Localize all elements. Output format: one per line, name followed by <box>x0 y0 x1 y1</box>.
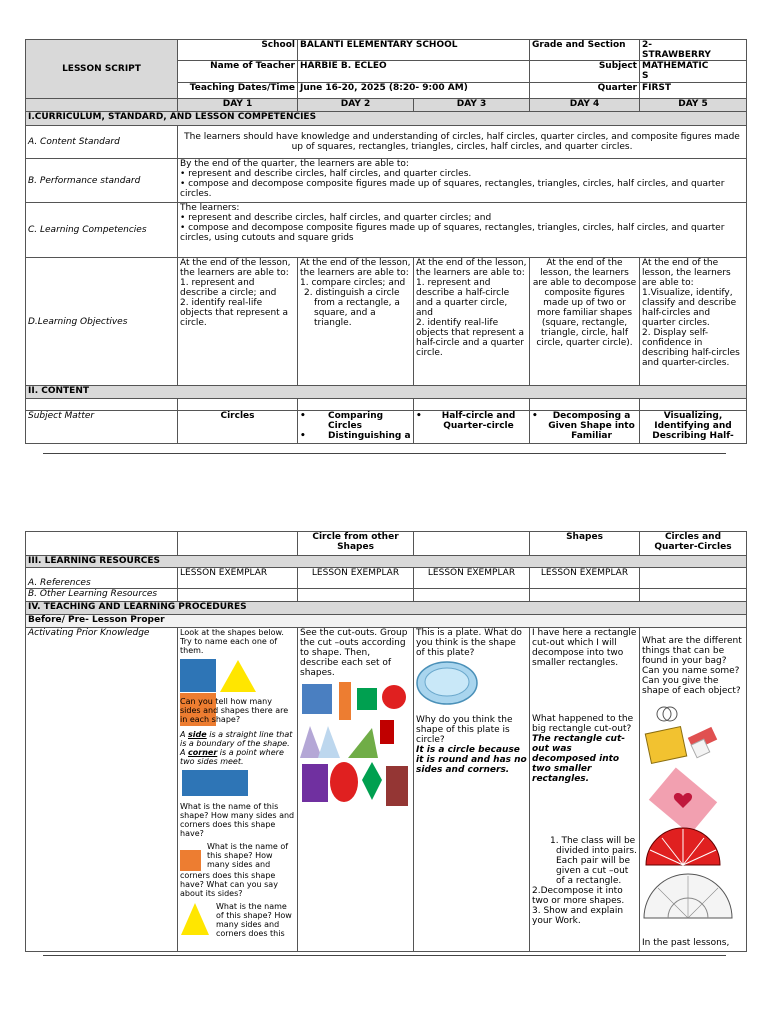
subject-matter-day-5: Visualizing, Identifying and Describing Half- <box>640 411 747 444</box>
dates-value: June 16-20, 2025 (8:20- 9:00 AM) <box>298 83 530 99</box>
lesson-script-title: LESSON SCRIPT <box>26 40 178 99</box>
page-1-footer-rule <box>43 453 726 454</box>
blue-square-icon <box>180 659 216 692</box>
performance-standard-label: B. Performance standard <box>26 159 178 203</box>
objectives-day-4: At the end of the lesson, the learners are able to decompose composite figures made up of two or more familiar shapes (square, rectangle, triangle, circle, half circle, quarter circle). <box>530 258 640 386</box>
before-lesson-label: Before/ Pre- Lesson Proper <box>26 615 747 628</box>
subject-matter-day-4-text: Decomposing a Given Shape into Familiar <box>548 411 635 441</box>
teacher-value: HARBIE B. ECLEO <box>298 61 530 83</box>
day-4-step-2: 2.Decompose it into two or more shapes. <box>532 886 625 906</box>
bag-items-image <box>642 700 742 935</box>
subject-matter-day-4 <box>530 411 640 444</box>
activating-day-2 <box>298 628 414 952</box>
teacher-label: Name of Teacher <box>178 61 298 83</box>
objectives-day-2 <box>298 258 414 386</box>
activating-day-5 <box>640 628 747 952</box>
orange-small-square-icon <box>180 850 201 871</box>
content-standard-text: The learners should have knowledge and understanding of circles, half circles, quarter circles, and composite figures made up of squares, rectangles, triangles, circles, half circles, and quarter circles. <box>178 126 747 159</box>
performance-intro: By the end of the quarter, the learners are able to: <box>180 159 409 169</box>
day-1-instruction: Look at the shapes below. Try to name each one of them. <box>180 628 284 655</box>
notebook-icon <box>645 707 686 763</box>
day-1-header: DAY 1 <box>178 99 298 112</box>
blue-rectangle-icon <box>182 770 295 798</box>
day-2-header: DAY 2 <box>298 99 414 112</box>
content-standard-label: A. Content Standard <box>26 126 178 159</box>
day-1-rectangle-question: What is the name of this shape? How many sides and corners does this shape have? <box>180 802 295 838</box>
page-2-footer-rule <box>43 955 726 956</box>
yellow-triangle-icon <box>219 659 257 693</box>
subject-label: Subject <box>530 61 640 83</box>
activating-day-3 <box>414 628 530 952</box>
section-4-title: IV. TEACHING AND LEARNING PROCEDURES <box>26 602 747 615</box>
grade-value: 2- STRAWBERRY <box>640 40 747 61</box>
day-3-header: DAY 3 <box>414 99 530 112</box>
objectives-day-2-item: 2. distinguish a circle from a rectangle, a square, and a triangle. <box>304 288 400 328</box>
corner-term: corner <box>188 748 218 757</box>
references-label: A. References <box>26 568 178 589</box>
day-4-intro: I have here a rectangle cut-out which I will decompose into two smaller rectangles. <box>532 628 637 668</box>
learning-competencies-label: C. Learning Competencies <box>26 203 178 258</box>
day-1-shapes-row <box>180 659 295 695</box>
plate-icon <box>416 660 478 706</box>
grade-label: Grade and Section <box>530 40 640 61</box>
objectives-day-5: At the end of the lesson, the learners are able to: 1.Visualize, identify, classify and describe half-circles and quarter circles. 2. Display self-confidence in describing half-circles and quarter-circles. <box>640 258 747 386</box>
quarter-value: FIRST <box>640 83 747 99</box>
objectives-day-2-intro: At the end of the lesson, the learners are able to: <box>300 258 411 278</box>
section-1-title: I.CURRICULUM, STANDARD, AND LESSON COMPETENCIES <box>26 112 747 126</box>
subject-matter-day-5-cont: Circles and Quarter-Circles <box>640 532 747 556</box>
dates-label: Teaching Dates/Time <box>178 83 298 99</box>
competencies-intro: The learners: <box>180 203 240 213</box>
performance-standard-text <box>178 159 747 203</box>
subject-matter-label: Subject Matter <box>26 411 178 444</box>
performance-bullet: • represent and describe circles, half circles, and quarter circles. <box>180 169 472 179</box>
page-1 <box>25 39 746 444</box>
lesson-plan-table-bottom <box>25 531 747 952</box>
objectives-day-3: At the end of the lesson, the learners are able to: 1. represent and describe a half-circle and a quarter circle, and 2. identify real-life objects that represent a half-circle and a quarter circle. <box>414 258 530 386</box>
day-1-square-question: What is the name of this shape? How many sides and <box>180 842 295 871</box>
competencies-bullet: • represent and describe circles, half circles, and quarter circles; and <box>180 213 492 223</box>
school-label: School <box>178 40 298 61</box>
section-3-title: III. LEARNING RESOURCES <box>26 556 747 568</box>
day-4-question: What happened to the big rectangle cut-out? <box>532 714 634 734</box>
day-4-step-3: 3. Show and explain your Work. <box>532 906 624 926</box>
side-term: side <box>188 730 207 739</box>
school-value: BALANTI ELEMENTARY SCHOOL <box>298 40 530 61</box>
day-5-question: What are the different things that can be found in your bag? Can you name some? Can you give the shape of each object? <box>642 636 742 696</box>
performance-bullet: • compose and decompose composite figures made up of squares, rectangles, triangles, circles, half circles, and quarter circles. <box>180 179 725 199</box>
other-resources-label: B. Other Learning Resources <box>26 589 178 602</box>
learning-objectives-label: D.Learning Objectives <box>26 258 178 386</box>
day-1-triangle-question: What is the name of this shape? How many sides and corners does this <box>180 902 295 938</box>
day-5-header: DAY 5 <box>640 99 747 112</box>
eraser-icon <box>688 727 717 758</box>
competencies-bullet: • compose and decompose composite figures made up of squares, rectangles, triangles, circles, half circles, and quarter circles, using cutouts and square grids <box>180 223 725 243</box>
activating-day-4 <box>530 628 640 952</box>
page-2 <box>25 531 746 952</box>
objectives-day-2-item: 1. compare circles; and <box>300 278 406 288</box>
subject-value: MATHEMATIC S <box>640 61 747 83</box>
day-4-spacer <box>532 668 637 714</box>
learning-competencies-text <box>178 203 747 258</box>
day-4-answer: The rectangle cut-out was decomposed into two smaller rectangles. <box>532 734 625 784</box>
references-day-4: LESSON EXEMPLAR <box>530 568 640 589</box>
quarter-label: Quarter <box>530 83 640 99</box>
protractor-icon <box>644 874 732 918</box>
subject-matter-day-3 <box>414 411 530 444</box>
day-3-answer: It is a circle because it is round and has no sides and corners. <box>416 745 527 775</box>
activating-day-1: Look at the shapes below. Try to name each one of them. Can you tell how many sides and shapes there are in each shape? A side is a straight line that is a boundary of the shape. A corner is a point where two sides meet. What is the name of this shape? How many sides and corners does this shape have? What is the name of this shape? How many sides and corners does this shape have? What can you say about its sides? What is the name of this shape? How many sides and corners does this <box>178 628 298 952</box>
objectives-day-1: At the end of the lesson, the learners are able to: 1. represent and describe a circle; and 2. identify real-life objects that represent a circle. <box>178 258 298 386</box>
references-day-3: LESSON EXEMPLAR <box>414 568 530 589</box>
subject-matter-day-1: Circles <box>178 411 298 444</box>
day-5-past-lessons: In the past lessons, <box>642 938 730 948</box>
subject-matter-day-3-text: Half-circle and Quarter-circle <box>441 411 516 431</box>
subject-matter-day-2-b: Distinguishing a <box>328 431 411 441</box>
yellow-small-triangle-icon <box>180 902 210 936</box>
day-3-question: This is a plate. What do you think is the shape of this plate? <box>416 628 522 658</box>
day-1-question: Can you tell how many sides and shapes there are in each shape? <box>180 697 289 724</box>
heart-card-icon <box>649 768 717 835</box>
fan-half-circle-icon <box>646 828 720 865</box>
side-definition: A side is a straight line that is a boundary of the shape. <box>180 730 293 748</box>
subject-matter-day-4-cont: Shapes <box>530 532 640 556</box>
day-4-header: DAY 4 <box>530 99 640 112</box>
subject-matter-day-2 <box>298 411 414 444</box>
references-day-1: LESSON EXEMPLAR <box>178 568 298 589</box>
day-4-step-1: 1. The class will be divided into pairs. Each pair will be given a cut –out of a rectangle. <box>550 836 637 886</box>
subject-matter-day-2-cont: Circle from other Shapes <box>298 532 414 556</box>
corner-definition: A corner is a point where two sides meet. <box>180 748 284 766</box>
lesson-plan-table-top <box>25 39 747 444</box>
activating-prior-knowledge-label: Activating Prior Knowledge <box>26 628 178 952</box>
day-3-why-question: Why do you think the shape of this plate is circle? <box>416 715 513 745</box>
subject-matter-day-2-a: Comparing Circles <box>328 411 384 431</box>
cutout-shapes-image <box>300 680 410 810</box>
references-day-2: LESSON EXEMPLAR <box>298 568 414 589</box>
section-2-title: II. CONTENT <box>26 386 747 399</box>
day-2-instruction: See the cut-outs. Group the cut –outs according to shape. Then, describe each set of shapes. <box>300 628 408 678</box>
